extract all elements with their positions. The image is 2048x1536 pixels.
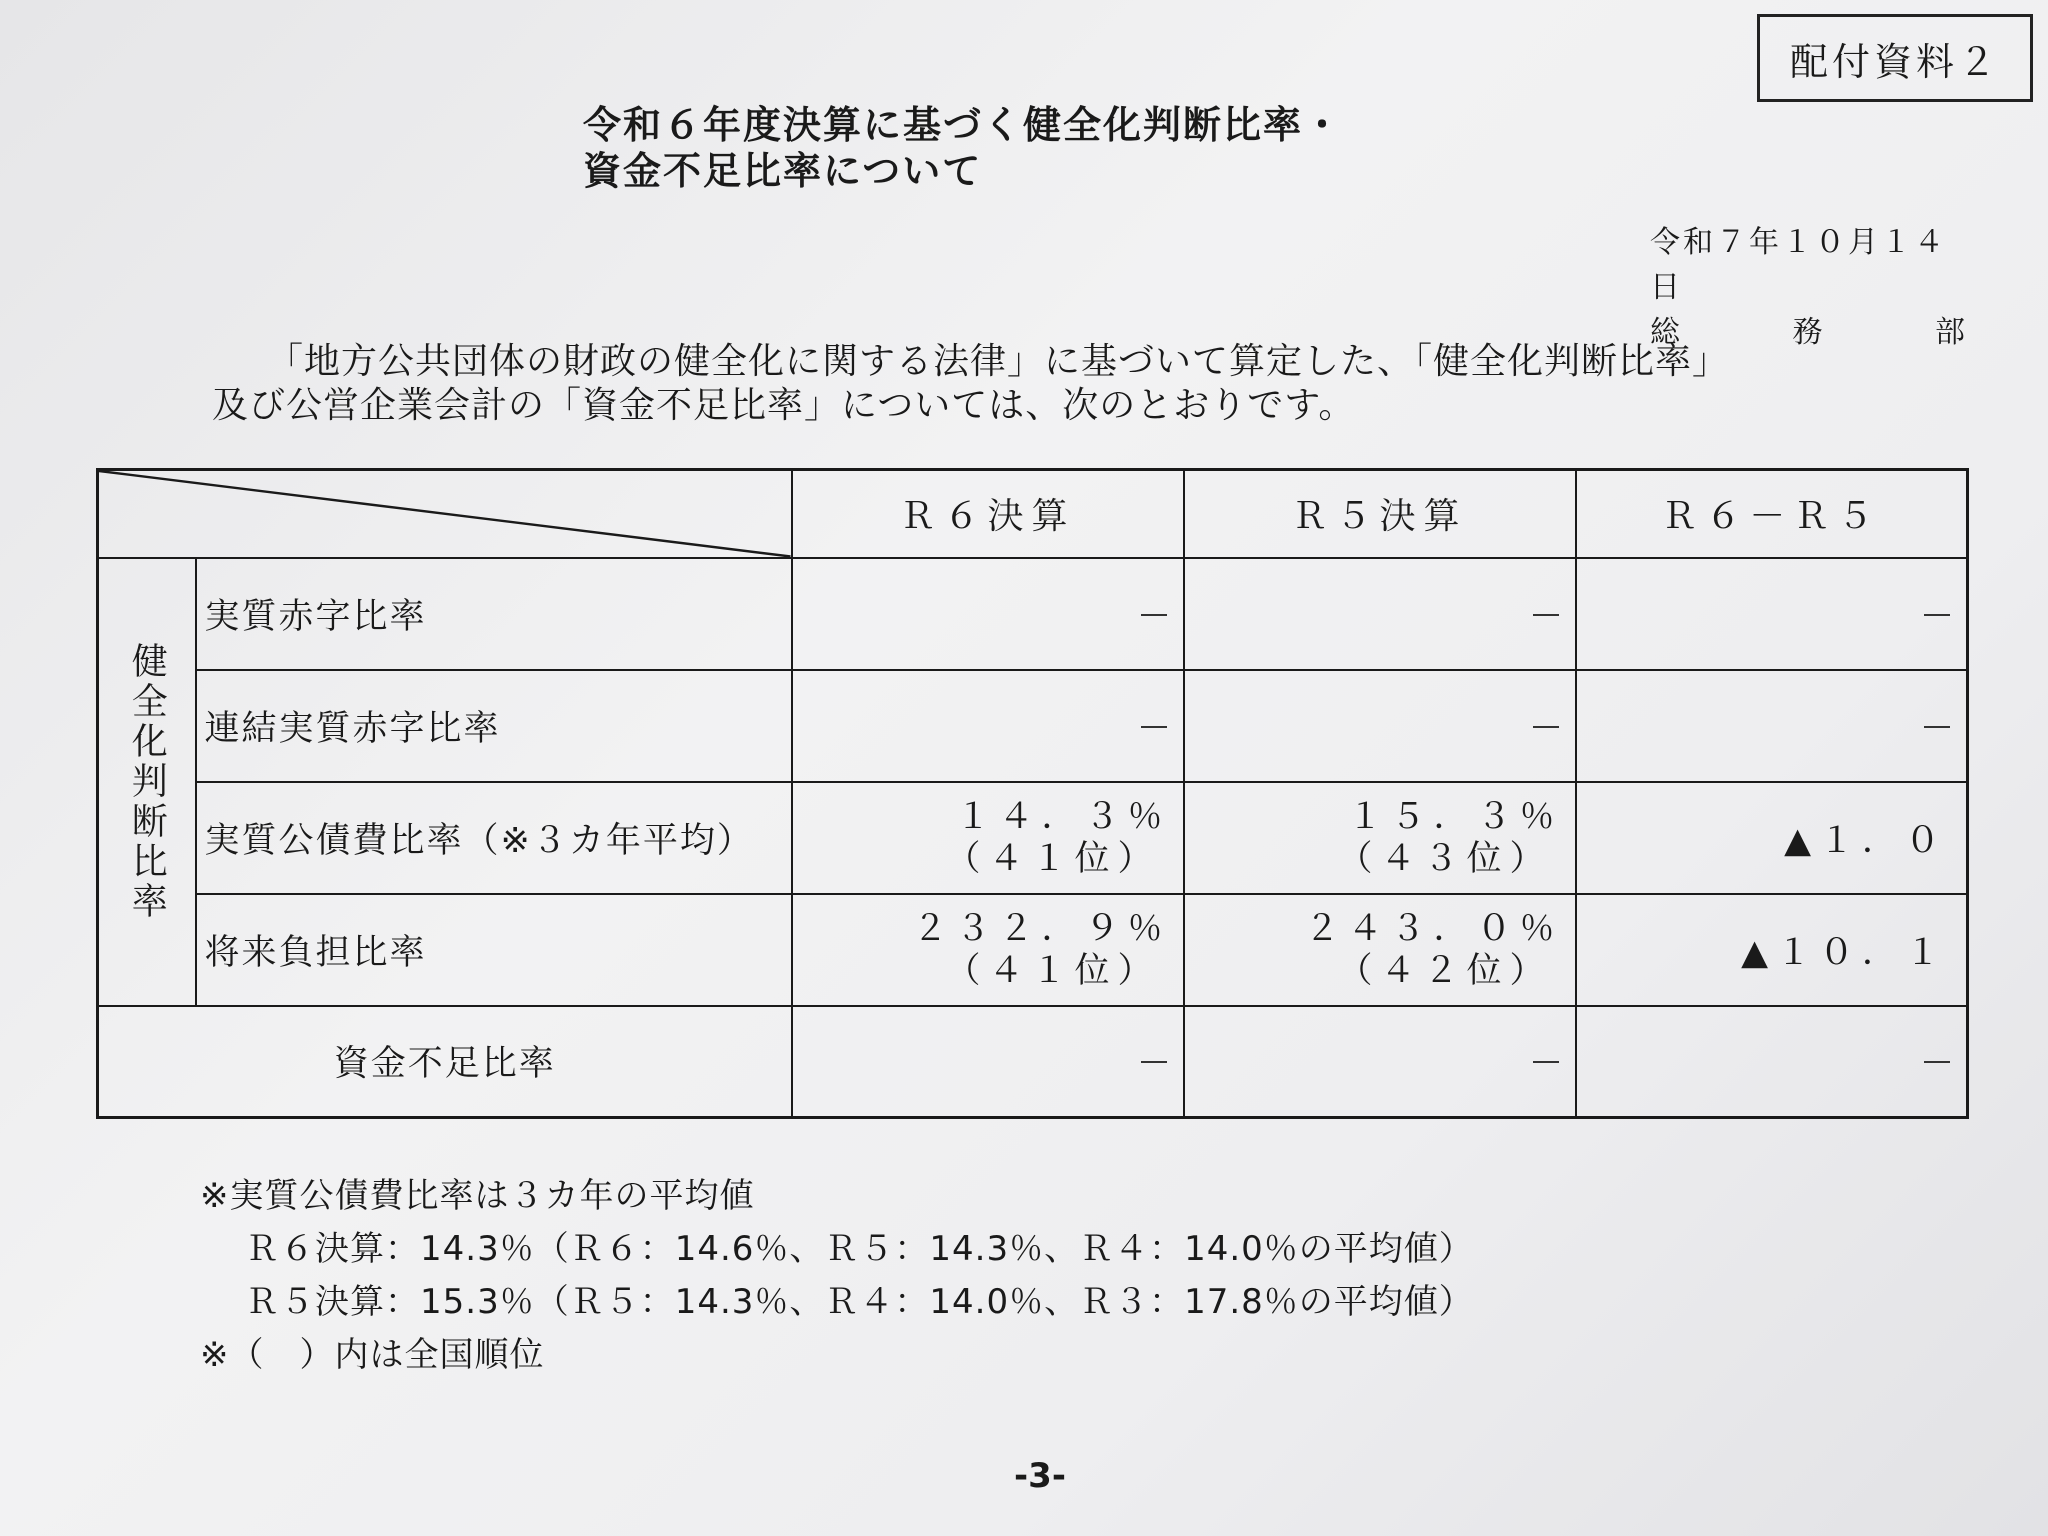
fund-shortage-label: 資金不足比率: [98, 1006, 792, 1118]
footnote: ※実質公債費比率は３カ年の平均値: [200, 1176, 755, 1216]
table-header-row: [98, 470, 1968, 558]
page-title: [583, 102, 1343, 194]
fund-shortage-row: [98, 1006, 1968, 1118]
row-label: 実質赤字比率: [196, 558, 792, 670]
column-header-diff: Ｒ６－Ｒ５: [1576, 470, 1968, 558]
value-cell: [1184, 670, 1576, 782]
column-header-r5: Ｒ５決算: [1184, 470, 1576, 558]
table-row: [98, 782, 1968, 894]
value-cell: [1184, 1006, 1576, 1118]
ratio-value: ２３２．９％: [912, 908, 1171, 949]
ratio-table: [96, 468, 1969, 1119]
group-label: 健全化判断比率: [98, 558, 196, 1006]
column-header-r6: Ｒ６決算: [792, 470, 1184, 558]
national-rank: （４１位）: [945, 950, 1161, 991]
department-char: 総: [1650, 315, 1680, 350]
dash-mark: [1141, 614, 1167, 616]
row-label: 将来負担比率: [196, 894, 792, 1006]
table-row: [98, 558, 1968, 670]
footnote: ※（ ）内は全国順位: [200, 1335, 545, 1375]
dash-mark: [1533, 1061, 1559, 1063]
footnotes: [200, 1170, 1474, 1382]
intro-line-2: 及び公営企業会計の「資金不足比率」については、次のとおりです。: [212, 385, 1356, 426]
diff-cell: ▲１．０: [1576, 782, 1968, 894]
table-row: [98, 670, 1968, 782]
department-char: 部: [1935, 315, 1965, 350]
value-cell: [1184, 894, 1576, 1006]
ratio-value: １４．３％: [955, 796, 1171, 837]
title-line-1: 令和６年度決算に基づく健全化判断比率・: [583, 103, 1344, 147]
title-line-2: 資金不足比率について: [583, 149, 983, 193]
row-label: 実質公債費比率（※３カ年平均）: [196, 782, 792, 894]
issue-date: 令和７年１０月１４日: [1650, 225, 1947, 305]
value-cell: [1576, 558, 1968, 670]
department-char: 務: [1792, 315, 1823, 350]
page-number: -3-: [1014, 1456, 1066, 1496]
national-rank: （４２位）: [1337, 950, 1553, 991]
dash-mark: [1533, 614, 1559, 616]
dash-mark: [1924, 1061, 1950, 1063]
diagonal-corner-cell: [98, 470, 792, 558]
footnote-detail: Ｒ５決算：15.3％（Ｒ５：14.3％、Ｒ４：14.0％、Ｒ３：17.8％の平均値）: [245, 1282, 1474, 1322]
value-cell: [1184, 558, 1576, 670]
diagonal-line: [99, 471, 791, 557]
document-label: 配付資料２: [1757, 14, 2033, 102]
value-cell: [792, 782, 1184, 894]
diff-cell: ▲１０．１: [1576, 894, 1968, 1006]
value-cell: [792, 670, 1184, 782]
value-cell: [1576, 670, 1968, 782]
date-block: [1650, 220, 1965, 355]
intro-paragraph: [212, 340, 1862, 428]
value-cell: [1576, 1006, 1968, 1118]
dash-mark: [1141, 1061, 1167, 1063]
dash-mark: [1924, 614, 1950, 616]
dash-mark: [1141, 726, 1167, 728]
dash-mark: [1924, 726, 1950, 728]
ratio-value: １５．３％: [1347, 796, 1563, 837]
value-cell: [1184, 782, 1576, 894]
row-label: 連結実質赤字比率: [196, 670, 792, 782]
value-cell: [792, 1006, 1184, 1118]
value-cell: [792, 894, 1184, 1006]
national-rank: （４３位）: [1337, 838, 1553, 879]
footnote-detail: Ｒ６決算：14.3％（Ｒ６：14.6％、Ｒ５：14.3％、Ｒ４：14.0％の平均値）: [245, 1229, 1474, 1269]
dash-mark: [1533, 726, 1559, 728]
table-row: [98, 894, 1968, 1006]
value-cell: [792, 558, 1184, 670]
ratio-value: ２４３．０％: [1304, 908, 1563, 949]
intro-line-1: 「地方公共団体の財政の健全化に関する法律」に基づいて算定した、「健全化判断比率」: [267, 341, 1730, 382]
national-rank: （４１位）: [945, 838, 1161, 879]
